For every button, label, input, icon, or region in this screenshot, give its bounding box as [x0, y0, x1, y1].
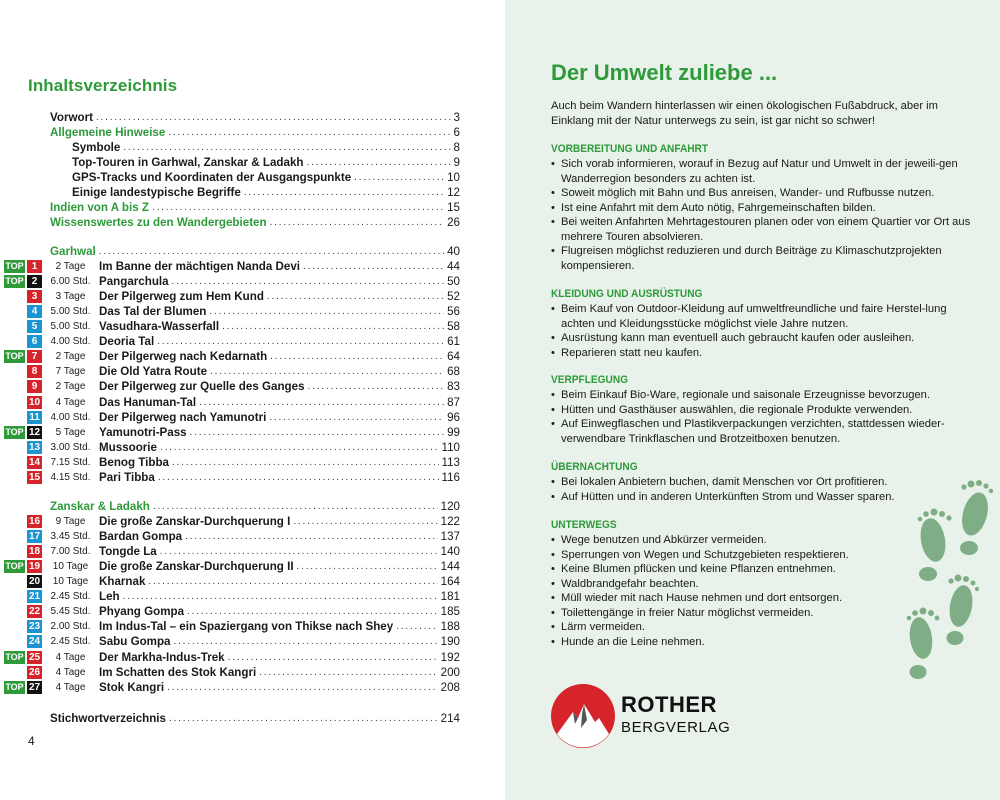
tour-page: 200	[440, 665, 460, 679]
tour-title: Tongde La	[99, 545, 157, 559]
tour-duration: 10 Tage	[52, 576, 89, 588]
tour-entry[interactable]	[99, 514, 460, 529]
toc-leader-dots	[158, 470, 439, 485]
section-heading: VORBEREITUNG UND ANFAHRT	[551, 143, 709, 155]
tour-title: Phyang Gompa	[99, 605, 185, 619]
tour-title: Der Pilgerweg nach Yamunotri	[99, 410, 267, 424]
tour-duration: 2.00 Std.	[50, 621, 91, 633]
tour-duration: 4 Tage	[55, 681, 86, 693]
tour-page: 87	[447, 395, 460, 409]
environment-title: Der Umwelt zuliebe ...	[551, 60, 778, 85]
tour-title: Die große Zanskar-Durchquerung II	[99, 560, 294, 574]
region-name: Garhwal	[50, 245, 96, 258]
tour-entry[interactable]	[99, 544, 460, 559]
toc-entry[interactable]	[50, 110, 460, 125]
toc-leader-dots	[123, 140, 450, 155]
toc-entry[interactable]	[72, 155, 460, 170]
toc-entry-title: Einige landestypische Begriffe	[72, 186, 241, 200]
toc-leader-dots	[174, 634, 438, 649]
tour-number-badge: 1	[27, 260, 42, 273]
toc-leader-dots	[199, 395, 444, 410]
tour-title: Das Tal der Blumen	[99, 305, 207, 319]
bullet-item: • Bei lokalen Anbietern buchen, damit Menschen vor Ort profitieren.	[551, 475, 981, 490]
bullet-item: • Lärm vermeiden.	[551, 620, 981, 635]
toc-entry-title: Symbole	[72, 141, 121, 155]
tour-number-badge: 14	[28, 456, 41, 468]
bullet-item: • Soweit möglich mit Bahn und Bus anreisen, Wander- und Rufbusse nutzen.	[551, 186, 981, 201]
tour-title: Die große Zanskar-Durchquerung I	[99, 515, 291, 529]
tour-page: 56	[447, 305, 460, 319]
bullet-item: • Beim Kauf von Outdoor-Kleidung auf umweltfreundliche und faire Herstel-lung achten und Kleidungsstücke möglichst viele Jahre nutzen.	[551, 302, 981, 331]
tour-page: 137	[440, 530, 460, 544]
tour-page: 58	[447, 320, 460, 334]
tour-entry[interactable]	[99, 274, 460, 289]
toc-leader-dots	[169, 711, 438, 726]
tour-title: Benog Tibba	[99, 455, 169, 469]
bullet-item: • Hütten und Gasthäuser auswählen, die regionale Produkte verwenden.	[551, 403, 981, 418]
tour-entry[interactable]	[99, 334, 460, 349]
tour-number-badge: 8	[27, 365, 42, 378]
toc-leader-dots	[160, 544, 438, 559]
toc-entry[interactable]	[50, 200, 460, 215]
bullet-item: • Keine Blumen pflücken und keine Pflanzen entnehmen.	[551, 562, 981, 577]
tour-page: 188	[440, 620, 460, 634]
mountain-logo-icon	[551, 684, 615, 748]
tour-page: 96	[447, 410, 460, 424]
tour-title: Im Schatten des Stok Kangri	[99, 665, 257, 679]
toc-leader-dots	[172, 455, 439, 470]
toc-leader-dots	[270, 349, 444, 364]
tour-duration: 4 Tage	[55, 666, 86, 678]
tour-title: Im Indus-Tal – ein Spaziergang von Thikse nach Shey	[99, 620, 394, 634]
bullet-item: • Ist eine Anfahrt mit dem Auto nötig, Fahrgemeinschaften bilden.	[551, 201, 981, 216]
tour-title: Stok Kangri	[99, 680, 165, 694]
tour-number-badge: 27	[28, 681, 41, 693]
toc-leader-dots	[123, 589, 438, 604]
toc-leader-dots	[157, 334, 444, 349]
tour-duration: 6.00 Std.	[50, 276, 91, 288]
tour-duration: 2.45 Std.	[50, 591, 91, 603]
tour-page: 122	[440, 515, 460, 529]
toc-entry-title: Vorwort	[50, 111, 93, 124]
section-bullet-list	[551, 388, 981, 446]
region-heading[interactable]	[50, 244, 460, 259]
bullet-item: • Ausrüstung kann man eventuell auch gebraucht kaufen oder ausleihen.	[551, 331, 981, 346]
toc-entry-title: Indien von A bis Z	[50, 201, 149, 215]
index-page: 214	[440, 712, 460, 725]
tour-duration: 4.15 Std.	[50, 471, 91, 483]
tour-entry[interactable]	[99, 529, 460, 544]
tour-page: 110	[441, 440, 460, 454]
tour-number-badge: 25	[28, 651, 41, 663]
tour-number-badge: 17	[28, 531, 41, 543]
toc-entry[interactable]	[72, 140, 460, 155]
tour-number-badge: 11	[27, 411, 42, 424]
tour-entry[interactable]	[99, 634, 460, 649]
tour-title: Das Hanuman-Tal	[99, 395, 197, 409]
index-entry[interactable]	[50, 711, 460, 726]
toc-leader-dots	[228, 650, 438, 665]
tour-page: 113	[441, 455, 460, 469]
toc-leader-dots	[308, 379, 445, 394]
toc-entry[interactable]	[72, 185, 460, 200]
tour-number-badge: 4	[27, 305, 42, 318]
top-tour-badge: TOP	[5, 261, 24, 272]
tour-duration: 4 Tage	[55, 651, 86, 663]
bullet-item: • Müll wieder mit nach Hause nehmen und dort entsorgen.	[551, 591, 981, 606]
toc-leader-dots	[209, 304, 444, 319]
tour-number-badge: 20	[28, 576, 41, 588]
toc-leader-dots	[190, 425, 444, 440]
toc-entry-page: 10	[447, 171, 460, 185]
tour-title: Bardan Gompa	[99, 530, 183, 544]
tour-entry[interactable]	[99, 559, 460, 574]
tour-duration: 2 Tage	[55, 261, 86, 273]
section-bullet-list	[551, 302, 981, 360]
tour-duration: 3 Tage	[55, 291, 86, 303]
tour-page: 185	[440, 605, 460, 619]
tour-page: 50	[447, 275, 460, 289]
tour-page: 83	[447, 380, 460, 394]
section-heading: KLEIDUNG UND AUSRÜSTUNG	[551, 288, 703, 300]
tour-entry[interactable]	[99, 395, 460, 410]
region-page: 120	[440, 500, 460, 513]
toc-entry[interactable]	[72, 170, 460, 185]
region-page: 40	[447, 245, 460, 258]
tour-duration: 7.15 Std.	[50, 456, 91, 468]
tour-entry[interactable]	[99, 574, 460, 589]
tour-page: 61	[447, 335, 460, 349]
tour-number-badge: 5	[27, 320, 42, 333]
tour-title: Deoria Tal	[99, 335, 155, 349]
bullet-item: • Auf Hütten und in anderen Unterkünften Strom und Wasser sparen.	[551, 490, 981, 505]
tour-title: Kharnak	[99, 575, 146, 589]
tour-entry[interactable]	[99, 259, 460, 274]
top-tour-badge: TOP	[5, 276, 24, 287]
toc-entry[interactable]	[50, 215, 460, 230]
tour-title: Der Markha-Indus-Trek	[99, 650, 225, 664]
toc-leader-dots	[167, 680, 438, 695]
toc-leader-dots	[160, 440, 439, 455]
page-number: 4	[28, 734, 35, 748]
toc-leader-dots	[269, 410, 444, 425]
bullet-item: • Waldbrandgefahr beachten.	[551, 577, 981, 592]
toc-leader-dots	[244, 185, 444, 200]
tour-duration: 7.00 Std.	[50, 546, 91, 558]
tour-duration: 3.00 Std.	[50, 441, 91, 453]
bullet-item: • Toilettengänge in freier Natur möglichst vermeiden.	[551, 606, 981, 621]
toc-entry-title: Allgemeine Hinweise	[50, 126, 166, 140]
tour-title: Pari Tibba	[99, 470, 155, 484]
tour-title: Mussoorie	[99, 440, 157, 454]
bullet-item: • Wege benutzen und Abkürzer vermeiden.	[551, 533, 981, 548]
tour-duration: 5.00 Std.	[50, 306, 91, 318]
footprints-icon	[893, 478, 1000, 693]
tour-duration: 2.45 Std.	[50, 636, 91, 648]
environment-page	[505, 0, 1000, 800]
toc-entry-title: Wissenswertes zu den Wandergebieten	[50, 216, 267, 230]
toc-leader-dots	[168, 125, 450, 140]
tour-title: Yamunotri-Pass	[99, 425, 187, 439]
tour-number-badge: 2	[27, 275, 42, 288]
toc-entry-page: 12	[447, 186, 460, 200]
tour-entry[interactable]	[99, 455, 460, 470]
region-name: Zanskar & Ladakh	[50, 500, 150, 513]
bullet-item: • Sich vorab informieren, worauf in Bezug auf Natur und Umwelt in der jeweili-gen Wanderregion besonders zu achten ist.	[551, 157, 981, 186]
bullet-item: • Bei weiten Anfahrten Mehrtagestouren planen oder von einem Quartier vor Ort aus mehrere Touren absolvieren.	[551, 215, 981, 244]
tour-page: 144	[440, 560, 460, 574]
toc-leader-dots	[354, 170, 444, 185]
bullet-item: • Reparieren statt neu kaufen.	[551, 346, 981, 361]
logo-name: ROTHER	[621, 692, 717, 717]
tour-number-badge: 16	[28, 516, 41, 528]
tour-title: Die Old Yatra Route	[99, 365, 208, 379]
tour-page: 190	[440, 635, 460, 649]
toc-entry-page: 8	[453, 141, 460, 155]
tour-page: 116	[441, 470, 460, 484]
tour-duration: 5.00 Std.	[50, 321, 91, 333]
tour-page: 181	[440, 590, 460, 604]
tour-page: 164	[440, 575, 460, 589]
toc-leader-dots	[185, 529, 438, 544]
tour-entry[interactable]	[99, 665, 460, 680]
toc-leader-dots	[259, 665, 437, 680]
toc-leader-dots	[187, 604, 438, 619]
tour-duration: 2 Tage	[55, 351, 86, 363]
toc-leader-dots	[396, 619, 437, 634]
tour-entry[interactable]	[99, 680, 460, 695]
toc-leader-dots	[303, 259, 444, 274]
environment-intro: Auch beim Wandern hinterlassen wir einen ökologischen Fußabdruck, aber im Einklang mit der Natur unterwegs zu sein, ist gar nicht so schwer!	[551, 100, 938, 127]
tour-number-badge: 13	[28, 441, 41, 453]
tour-title: Der Pilgerweg nach Kedarnath	[99, 350, 268, 364]
tour-number-badge: 12	[28, 426, 41, 438]
tour-title: Pangarchula	[99, 275, 169, 289]
bullet-item: • Beim Einkauf Bio-Ware, regionale und saisonale Erzeugnisse bevorzugen.	[551, 388, 981, 403]
tour-number-badge: 21	[28, 591, 41, 603]
toc-leader-dots	[99, 244, 444, 259]
tour-duration: 10 Tage	[52, 561, 89, 573]
region-heading[interactable]	[50, 499, 460, 514]
tour-number-badge: 22	[28, 606, 41, 618]
toc-leader-dots	[153, 499, 438, 514]
tour-page: 64	[447, 350, 460, 364]
tour-duration: 4.00 Std.	[50, 411, 91, 423]
bullet-item: • Flugreisen möglichst reduzieren und durch Beiträge zu Klimaschutzprojekten kompensieren.	[551, 244, 981, 273]
rother-logo	[551, 683, 751, 753]
tour-entry[interactable]	[99, 619, 460, 634]
toc-leader-dots	[222, 319, 444, 334]
index-title: Stichwortverzeichnis	[50, 712, 166, 725]
tour-entry[interactable]	[99, 410, 460, 425]
top-tour-badge: TOP	[5, 426, 24, 437]
tour-number-badge: 7	[27, 350, 42, 363]
tour-number-badge: 18	[28, 546, 41, 558]
toc-entry-title: GPS-Tracks und Koordinaten der Ausgangspunkte	[72, 171, 352, 185]
tour-entry[interactable]	[99, 304, 460, 319]
tour-entry[interactable]	[99, 604, 460, 619]
tour-entry[interactable]	[99, 650, 460, 665]
tour-title: Vasudhara-Wasserfall	[99, 320, 220, 334]
toc-entry-page: 6	[453, 126, 460, 140]
tour-duration: 7 Tage	[55, 366, 86, 378]
toc-leader-dots	[306, 155, 450, 170]
tour-number-badge: 19	[28, 561, 41, 573]
tour-page: 44	[447, 260, 460, 274]
section-heading: UNTERWEGS	[551, 519, 617, 531]
tour-entry[interactable]	[99, 589, 460, 604]
tour-title: Der Pilgerweg zum Hem Kund	[99, 290, 264, 304]
bullet-item: • Auf Einwegflaschen und Plastikverpackungen verzichten, stattdessen wieder-verwendbare Trinkflaschen und Brotzeitboxen benutzen.	[551, 417, 981, 446]
toc-entry-page: 15	[447, 201, 460, 215]
toc-leader-dots	[267, 289, 444, 304]
tour-number-badge: 26	[28, 666, 41, 678]
tour-duration: 9 Tage	[55, 516, 86, 528]
toc-leader-dots	[152, 200, 444, 215]
tour-entry[interactable]	[99, 470, 460, 485]
tour-title: Im Banne der mächtigen Nanda Devi	[99, 260, 301, 274]
tour-number-badge: 24	[28, 636, 41, 648]
tour-number-badge: 15	[28, 471, 41, 483]
tour-number-badge: 23	[28, 621, 41, 633]
tour-title: Sabu Gompa	[99, 635, 171, 649]
toc-leader-dots	[293, 514, 437, 529]
tour-title: Der Pilgerweg zur Quelle des Ganges	[99, 380, 305, 394]
top-tour-badge: TOP	[5, 681, 24, 692]
toc-entry-page: 3	[453, 111, 460, 124]
toc-entry-page: 9	[453, 156, 460, 170]
tour-page: 192	[440, 650, 460, 664]
bullet-item: • Sperrungen von Wegen und Schutzgebieten respektieren.	[551, 548, 981, 563]
tour-entry[interactable]	[99, 319, 460, 334]
section-heading: VERPFLEGUNG	[551, 374, 629, 386]
tour-entry[interactable]	[99, 379, 460, 394]
top-tour-badge: TOP	[5, 561, 24, 572]
toc-entry-title: Top-Touren in Garhwal, Zanskar & Ladakh	[72, 156, 304, 170]
tour-duration: 5.45 Std.	[50, 606, 91, 618]
tour-entry[interactable]	[99, 440, 460, 455]
tour-page: 68	[447, 365, 460, 379]
toc-title: Inhaltsverzeichnis	[28, 76, 178, 95]
top-tour-badge: TOP	[5, 351, 24, 362]
tour-page: 52	[447, 290, 460, 304]
tour-number-badge: 3	[27, 290, 42, 303]
section-bullet-list	[551, 157, 981, 273]
top-tour-badge: TOP	[5, 651, 24, 662]
tour-page: 208	[440, 680, 460, 694]
toc-leader-dots	[210, 364, 444, 379]
bullet-item: • Hunde an die Leine nehmen.	[551, 635, 981, 650]
tour-number-badge: 10	[28, 396, 41, 408]
toc-entry[interactable]	[50, 125, 460, 140]
tour-duration: 2 Tage	[55, 381, 86, 393]
tour-duration: 4 Tage	[55, 396, 86, 408]
toc-leader-dots	[270, 215, 445, 230]
tour-title: Leh	[99, 590, 120, 604]
tour-number-badge: 9	[27, 380, 42, 393]
tour-entry[interactable]	[99, 364, 460, 379]
toc-leader-dots	[297, 559, 438, 574]
tour-duration: 5 Tage	[55, 426, 86, 438]
toc-leader-dots	[172, 274, 445, 289]
tour-duration: 3.45 Std.	[50, 531, 91, 543]
tour-page: 140	[440, 545, 460, 559]
section-heading: ÜBERNACHTUNG	[551, 461, 638, 473]
tour-duration: 4.00 Std.	[50, 336, 91, 348]
tour-page: 99	[447, 425, 460, 439]
tour-number-badge: 6	[27, 335, 42, 348]
toc-leader-dots	[96, 110, 451, 125]
tour-entry[interactable]	[99, 425, 460, 440]
toc-entry-page: 26	[447, 216, 460, 230]
logo-subtitle: BERGVERLAG	[621, 719, 731, 736]
toc-leader-dots	[148, 574, 437, 589]
tour-entry[interactable]	[99, 349, 460, 364]
tour-entry[interactable]	[99, 289, 460, 304]
